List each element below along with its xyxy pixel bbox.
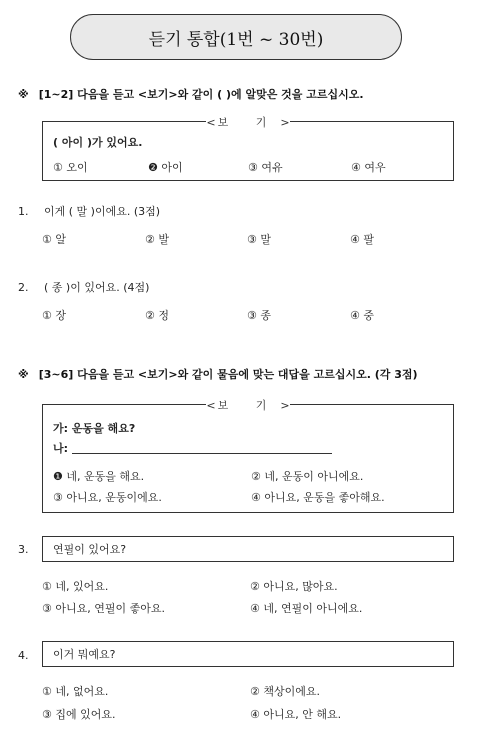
example-option-2[interactable]: ② 네, 운동이 아니에요. — [251, 470, 364, 483]
example-option-3[interactable]: ③ 여유 — [248, 161, 283, 174]
example-box-1 — [42, 115, 454, 181]
q1-option-1[interactable]: ① 알 — [42, 233, 66, 246]
example-label: 보 기 — [217, 399, 279, 412]
q3-question-box — [42, 536, 454, 562]
q4-option-1[interactable]: ① 네, 없어요. — [42, 685, 109, 698]
q4-option-2[interactable]: ② 책상이에요. — [250, 685, 320, 698]
q2-option-4[interactable]: ④ 중 — [350, 309, 374, 322]
example-legend: < 보 기 > — [206, 398, 290, 412]
question-number: 4. — [18, 649, 29, 662]
note-mark: ※ — [18, 368, 29, 381]
example-label: 보 기 — [217, 116, 279, 129]
question-2 — [18, 279, 149, 295]
example-line-a: 가: 운동을 해요? — [53, 422, 136, 435]
question-number: 2. — [18, 281, 29, 294]
question-text: 연필이 있어요? — [53, 543, 127, 556]
q3-option-2[interactable]: ② 아니요, 많아요. — [250, 580, 338, 593]
note-mark: ※ — [18, 88, 29, 101]
q3-option-4[interactable]: ④ 네, 연필이 아니에요. — [250, 602, 363, 615]
q2-option-3[interactable]: ③ 종 — [247, 309, 271, 322]
q4-question-box — [42, 641, 454, 667]
q2-option-1[interactable]: ① 장 — [42, 309, 66, 322]
example-option-1[interactable]: ① 오이 — [53, 161, 88, 174]
question-text: 이게 ( 말 )이에요. (3점) — [44, 205, 161, 218]
q3-option-1[interactable]: ① 네, 있어요. — [42, 580, 109, 593]
example-box-2 — [42, 398, 454, 513]
example-option-3[interactable]: ③ 아니요, 운동이에요. — [53, 491, 162, 504]
q1-option-3[interactable]: ③ 말 — [247, 233, 271, 246]
question-text: ( 종 )이 있어요. (4점) — [44, 281, 150, 294]
example-line-b — [53, 440, 332, 456]
question-number: 3. — [18, 543, 29, 556]
example-option-4[interactable]: ④ 여우 — [351, 161, 386, 174]
q3-option-3[interactable]: ③ 아니요, 연필이 좋아요. — [42, 602, 165, 615]
question-text: 이거 뭐예요? — [53, 648, 116, 661]
section2-instruction — [18, 366, 418, 382]
q1-option-2[interactable]: ② 발 — [145, 233, 169, 246]
q4-option-4[interactable]: ④ 아니요, 안 해요. — [250, 708, 342, 721]
example-legend: < 보 기 > — [206, 115, 290, 129]
section1-instruction-text: [1~2] 다음을 듣고 <보기>와 같이 ( )에 알맞은 것을 고르십시오. — [38, 88, 364, 101]
example-line-b-label: 나: — [53, 442, 69, 455]
q4-option-3[interactable]: ③ 집에 있어요. — [42, 708, 116, 721]
example-sentence: ( 아이 )가 있어요. — [53, 136, 143, 149]
example-option-1[interactable]: ❶ 네, 운동을 해요. — [53, 470, 145, 483]
answer-blank — [72, 444, 332, 454]
section2-instruction-text: [3~6] 다음을 듣고 <보기>와 같이 물음에 맞는 대답을 고르십시오. (각 3점) — [38, 368, 418, 381]
section1-instruction — [18, 86, 364, 102]
page-title: 듣기 통합(1번 ~ 30번) — [70, 14, 402, 60]
q1-option-4[interactable]: ④ 팔 — [350, 233, 374, 246]
question-1 — [18, 203, 160, 219]
q2-option-2[interactable]: ② 정 — [145, 309, 169, 322]
question-number: 1. — [18, 205, 29, 218]
example-option-2[interactable]: ❷ 아이 — [148, 161, 183, 174]
example-option-4[interactable]: ④ 아니요, 운동을 좋아해요. — [251, 491, 385, 504]
